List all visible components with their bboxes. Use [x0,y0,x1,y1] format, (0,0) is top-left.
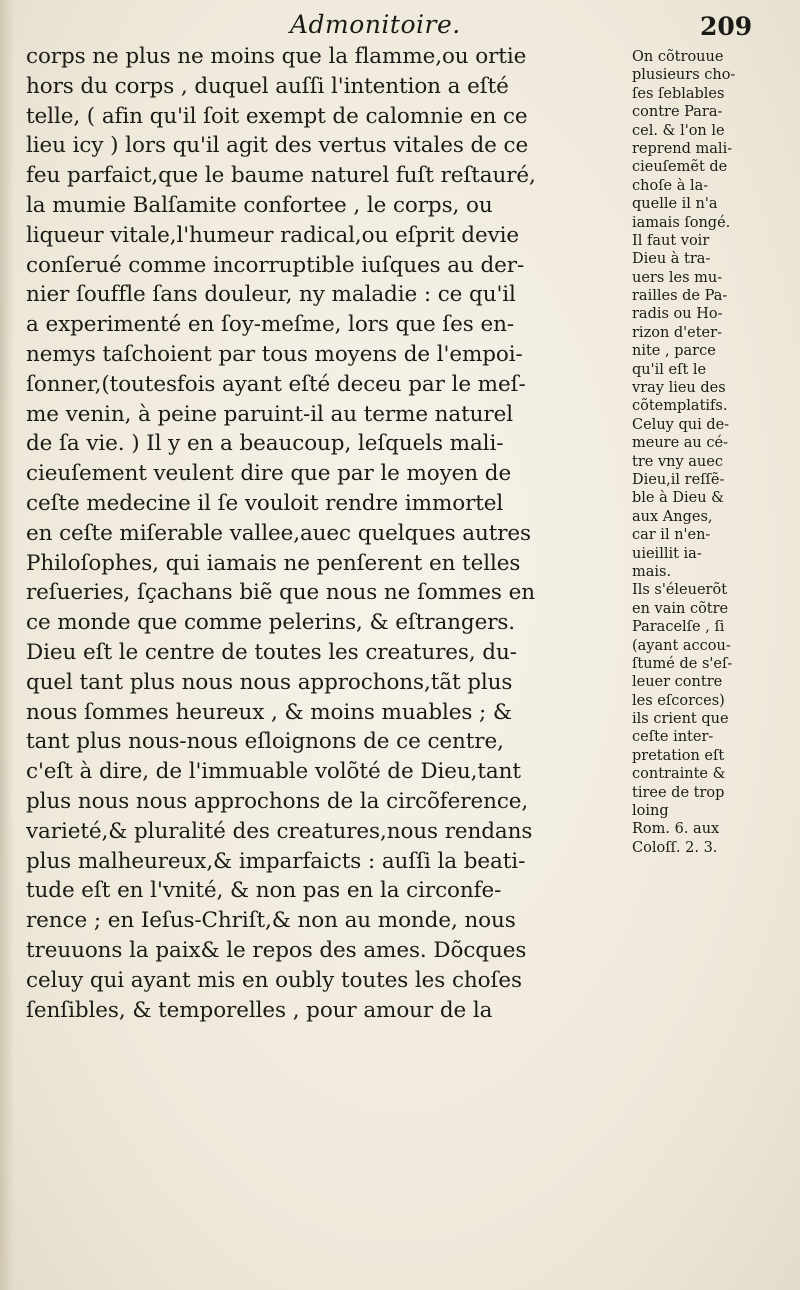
margin-note-line: Dieu à tra- [632,251,711,268]
margin-note-line: les eſcorces) [632,692,725,709]
margin-note-line: Il faut voir [632,232,710,249]
margin-note-line: Ils s'éleuerõt [632,582,728,599]
margin-note-line: quelle il n'a [632,196,718,213]
text-line: cieuſement veulent dire que par le moyen de [26,461,512,487]
text-line: rence ; en Ieſus-Chriſt,& non au monde, nous [26,908,516,934]
margin-note-line: uers les mu- [632,269,723,286]
margin-note-line: car il n'en- [632,527,711,544]
margin-note-line: plusieurs cho- [632,67,736,84]
page-gutter-shadow [0,0,14,1290]
text-line: ceſte medecine il ſe vouloit rendre immortel [26,490,504,516]
margin-notes-column [632,48,798,857]
text-line: nier ſouffle ſans douleur, ny maladie : ce qu'il [26,282,516,308]
text-line: treuuons la paix& le repos des ames. Dõcques [26,937,527,963]
text-line: plus malheureux,& imparfaicts : auſſi la beati- [26,848,526,874]
text-line: conſerué comme incorruptible iuſques au der- [26,252,525,278]
margin-note-line: ble à Dieu & [632,490,725,507]
margin-note-line: ſtumé de s'eſ- [632,655,733,672]
text-line: feu parfaict,que le baume naturel fuſt reſtauré, [26,163,536,189]
text-line: plus nous nous approchons de la circõference, [26,788,529,814]
text-line: la mumie Balſamite confortee , le corps, ou [26,192,493,218]
main-text-block [26,42,626,1025]
text-line: celuy qui ayant mis en oubly toutes les choſes [26,967,522,993]
margin-note-line: (ayant accou- [632,637,731,654]
margin-note-line: reprend mali- [632,140,733,157]
text-line: nemys taſchoient par tous moyens de l'empoi- [26,341,523,367]
margin-note-line: rizon d'eter- [632,324,722,341]
margin-note-line: Coloſſ. 2. 3. [632,839,718,856]
text-line: varieté,& pluralité des creatures,nous rendans [26,818,533,844]
margin-note-line: nite , parce [632,343,716,360]
text-line: ſonner,(toutesfois ayant eſté deceu par le meſ- [26,371,526,397]
margin-note-line: radis ou Ho- [632,306,723,323]
margin-note-line: meure au cé- [632,435,728,452]
text-line: lieu icy ) lors qu'il agit des vertus vitales de ce [26,133,529,159]
text-line: me venin, à peine paruint-il au terme naturel [26,401,514,427]
margin-note-line: contrainte & [632,766,726,783]
margin-note-line: Celuy qui de- [632,416,730,433]
text-line: tude eſt en l'vnité, & non pas en la circonfe- [26,878,502,904]
margin-note-line: loing [632,803,669,820]
text-line: quel tant plus nous nous approchons,tãt plus [26,669,513,695]
page-number: 209 [700,12,753,41]
text-line: tant plus nous-nous eſloignons de ce centre, [26,729,504,755]
running-title: Admonitoire. [290,10,461,39]
margin-note-line: pretation eſt [632,747,725,764]
margin-note-line: cieuſemẽt de [632,159,728,176]
margin-note-line: tiree de trop [632,784,725,801]
text-line: telle, ( afin qu'il ſoit exempt de calomnie en ce [26,103,528,129]
margin-note-line: aux Anges, [632,508,713,525]
text-line: ce monde que comme pelerins, & eſtrangers. [26,610,516,636]
margin-note-line: iamais ſongé. [632,214,731,231]
margin-note-line: Rom. 6. aux [632,821,720,838]
margin-note-line: leuer contre [632,674,723,691]
margin-note-line: choſe à la- [632,177,709,194]
page-header [0,6,800,44]
margin-note-line: ceſte inter- [632,729,714,746]
text-line: Dieu eſt le centre de toutes les creatures, du- [26,639,517,665]
text-line: reſueries, ſçachans biẽ que nous ne ſommes en [26,580,535,606]
margin-note-line: Dieu,il reſſẽ- [632,471,725,488]
margin-note-line: tre vny auec [632,453,723,470]
text-line: nous ſommes heureux , & moins muables ; & [26,699,512,725]
text-line: en ceſte miſerable vallee,auec quelques autres [26,520,531,546]
text-line: hors du corps , duquel auſſi l'intention a eſté [26,73,509,99]
margin-note-line: On cõtrouue [632,49,724,65]
margin-note-line: qu'il eſt le [632,361,707,378]
text-line: a experimenté en ſoy-meſme, lors que ſes en- [26,312,514,338]
margin-note-line: mais. [632,563,672,580]
margin-note-line: railles de Pa- [632,288,728,305]
text-line: liqueur vitale,l'humeur radical,ou eſprit devie [26,222,520,248]
text-line: ſenſibles, & temporelles , pour amour de la [26,997,493,1023]
margin-note-line: Paracelſe , ſi [632,619,725,636]
margin-note-line: ſes ſeblables [632,85,725,102]
margin-note-line: ils crient que [632,711,729,728]
margin-note-line: cõtemplatifs. [632,398,728,415]
margin-note-line: en vain cõtre [632,600,729,617]
text-line: de ſa vie. ) Il y en a beaucoup, leſquels mali- [26,431,504,457]
margin-note-line: uieillit ia- [632,545,702,562]
text-line: corps ne plus ne moins que la flamme,ou ortie [26,44,527,69]
margin-note-line: vray lieu des [632,380,726,397]
margin-note-line: contre Para- [632,104,723,121]
text-line: Philoſophes, qui iamais ne penſerent en telles [26,550,521,576]
text-line: c'eſt à dire, de l'immuable volõté de Dieu,tant [26,759,521,785]
margin-note-line: cel. & l'on le [632,122,725,139]
